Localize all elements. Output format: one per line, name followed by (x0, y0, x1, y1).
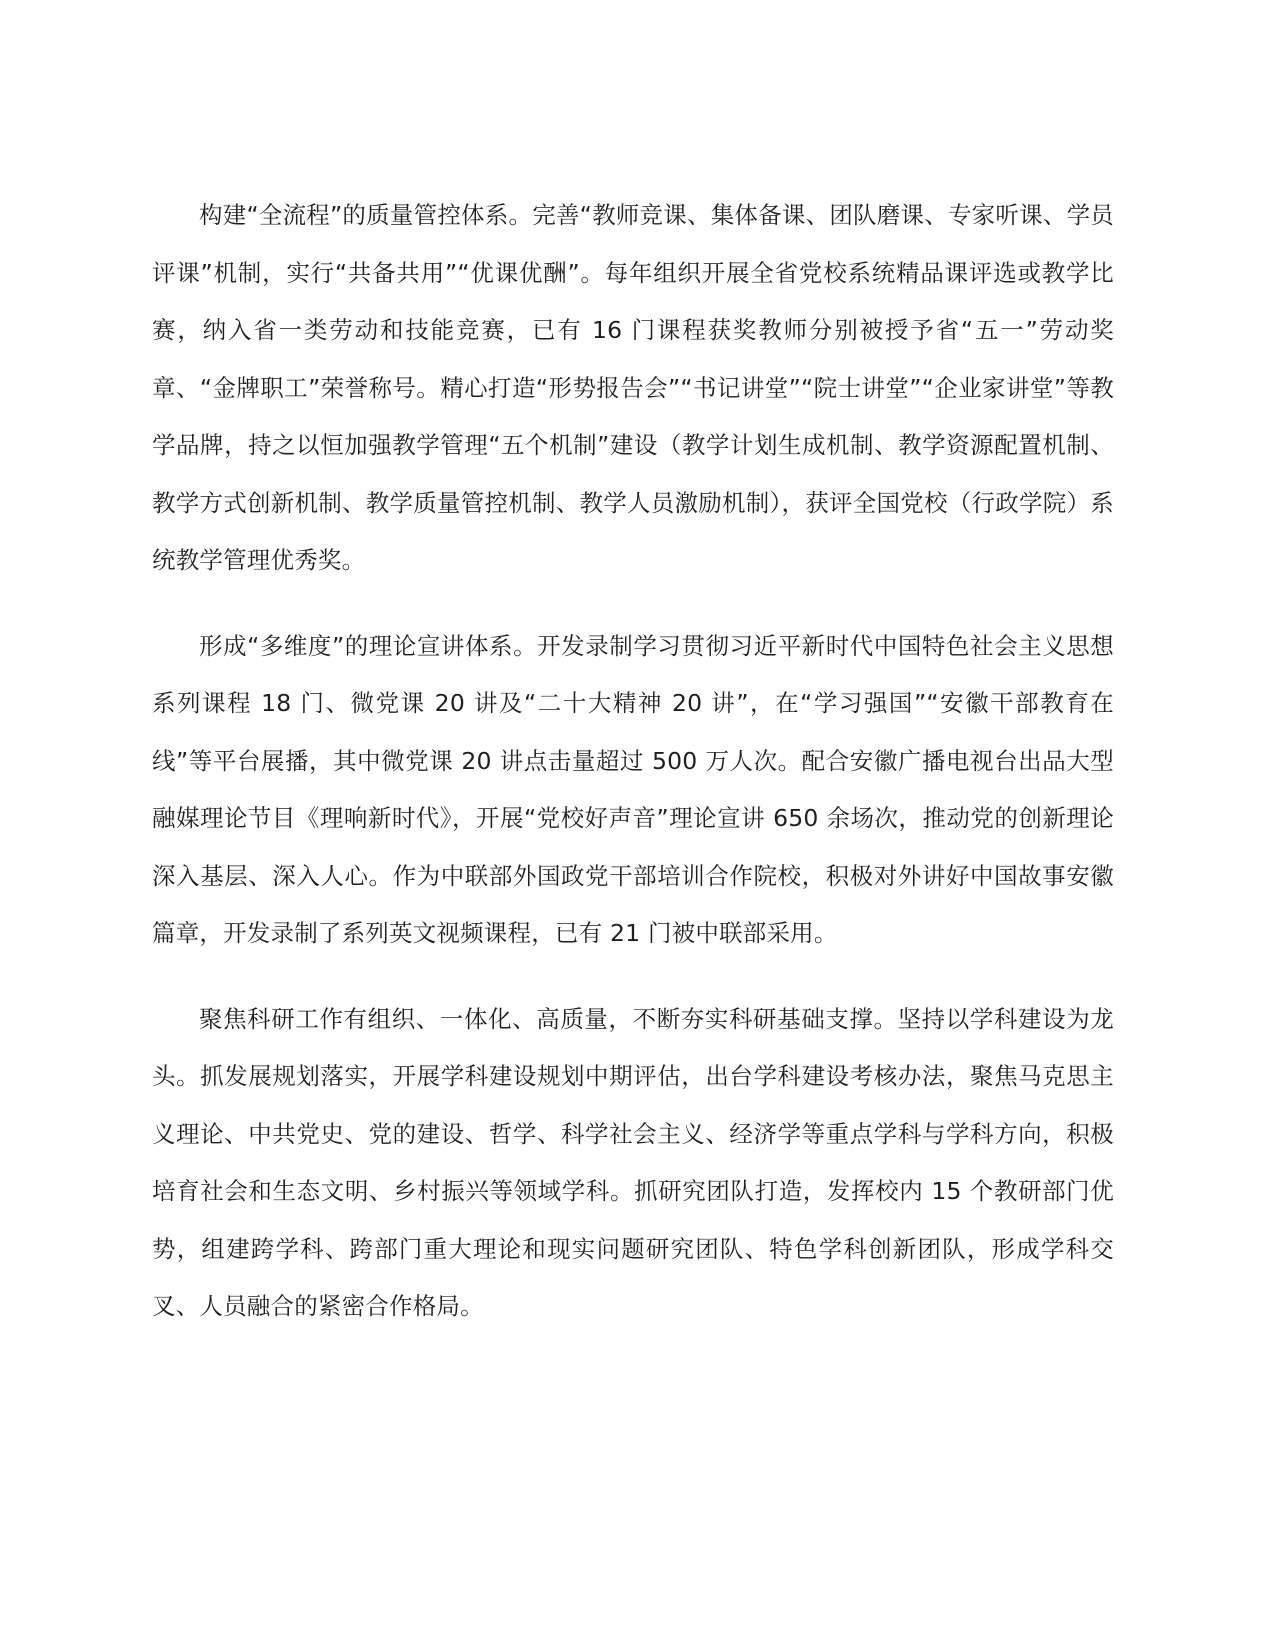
document-body (152, 187, 1114, 1364)
paragraph-theory-lectures: 形成“多维度”的理论宣讲体系。开发录制学习贯彻习近平新时代中国特色社会主义思想系列课程 18 门、微党课 20 讲及“二十大精神 20 讲”，在“学习强国”“安徽干部教育在线”等平台展播，其中微党课 20 讲点击量超过 500 万人次。配合安徽广播电视台出品大型融媒理论节目《理响新时代》，开展“党校好声音”理论宣讲 650 余场次，推动党的创新理论深入基层、深入人心。作为中联部外国政党干部培训合作院校，积极对外讲好中国故事安徽篇章，开发录制了系列英文视频课程，已有 21 门被中联部采用。 (152, 631, 1114, 947)
paragraph-quality-control: 构建“全流程”的质量管控体系。完善“教师竞课、集体备课、团队磨课、专家听课、学员评课”机制，实行“共备共用”“优课优酬”。每年组织开展全省党校系统精品课评选或教学比赛，纳入省一类劳动和技能竞赛，已有 16 门课程获奖教师分别被授予省“五一”劳动奖章、“金牌职工”荣誉称号。精心打造“形势报告会”“书记讲堂”“院士讲堂”“企业家讲堂”等教学品牌，持之以恒加强教学管理“五个机制”建设（教学计划生成机制、教学资源配置机制、教学方式创新机制、教学质量管控机制、教学人员激励机制），获评全国党校（行政学院）系统教学管理优秀奖。 (152, 201, 1114, 574)
paragraph-research-support: 聚焦科研工作有组织、一体化、高质量，不断夯实科研基础支撑。坚持以学科建设为龙头。抓发展规划落实，开展学科建设规划中期评估，出台学科建设考核办法，聚焦马克思主义理论、中共党史、党的建设、哲学、科学社会主义、经济学等重点学科与学科方向，积极培育社会和生态文明、乡村振兴等领域学科。抓研究团队打造，发挥校内 15 个教研部门优势，组建跨学科、跨部门重大理论和现实问题研究团队、特色学科创新团队，形成学科交叉、人员融合的紧密合作格局。 (152, 1004, 1114, 1320)
